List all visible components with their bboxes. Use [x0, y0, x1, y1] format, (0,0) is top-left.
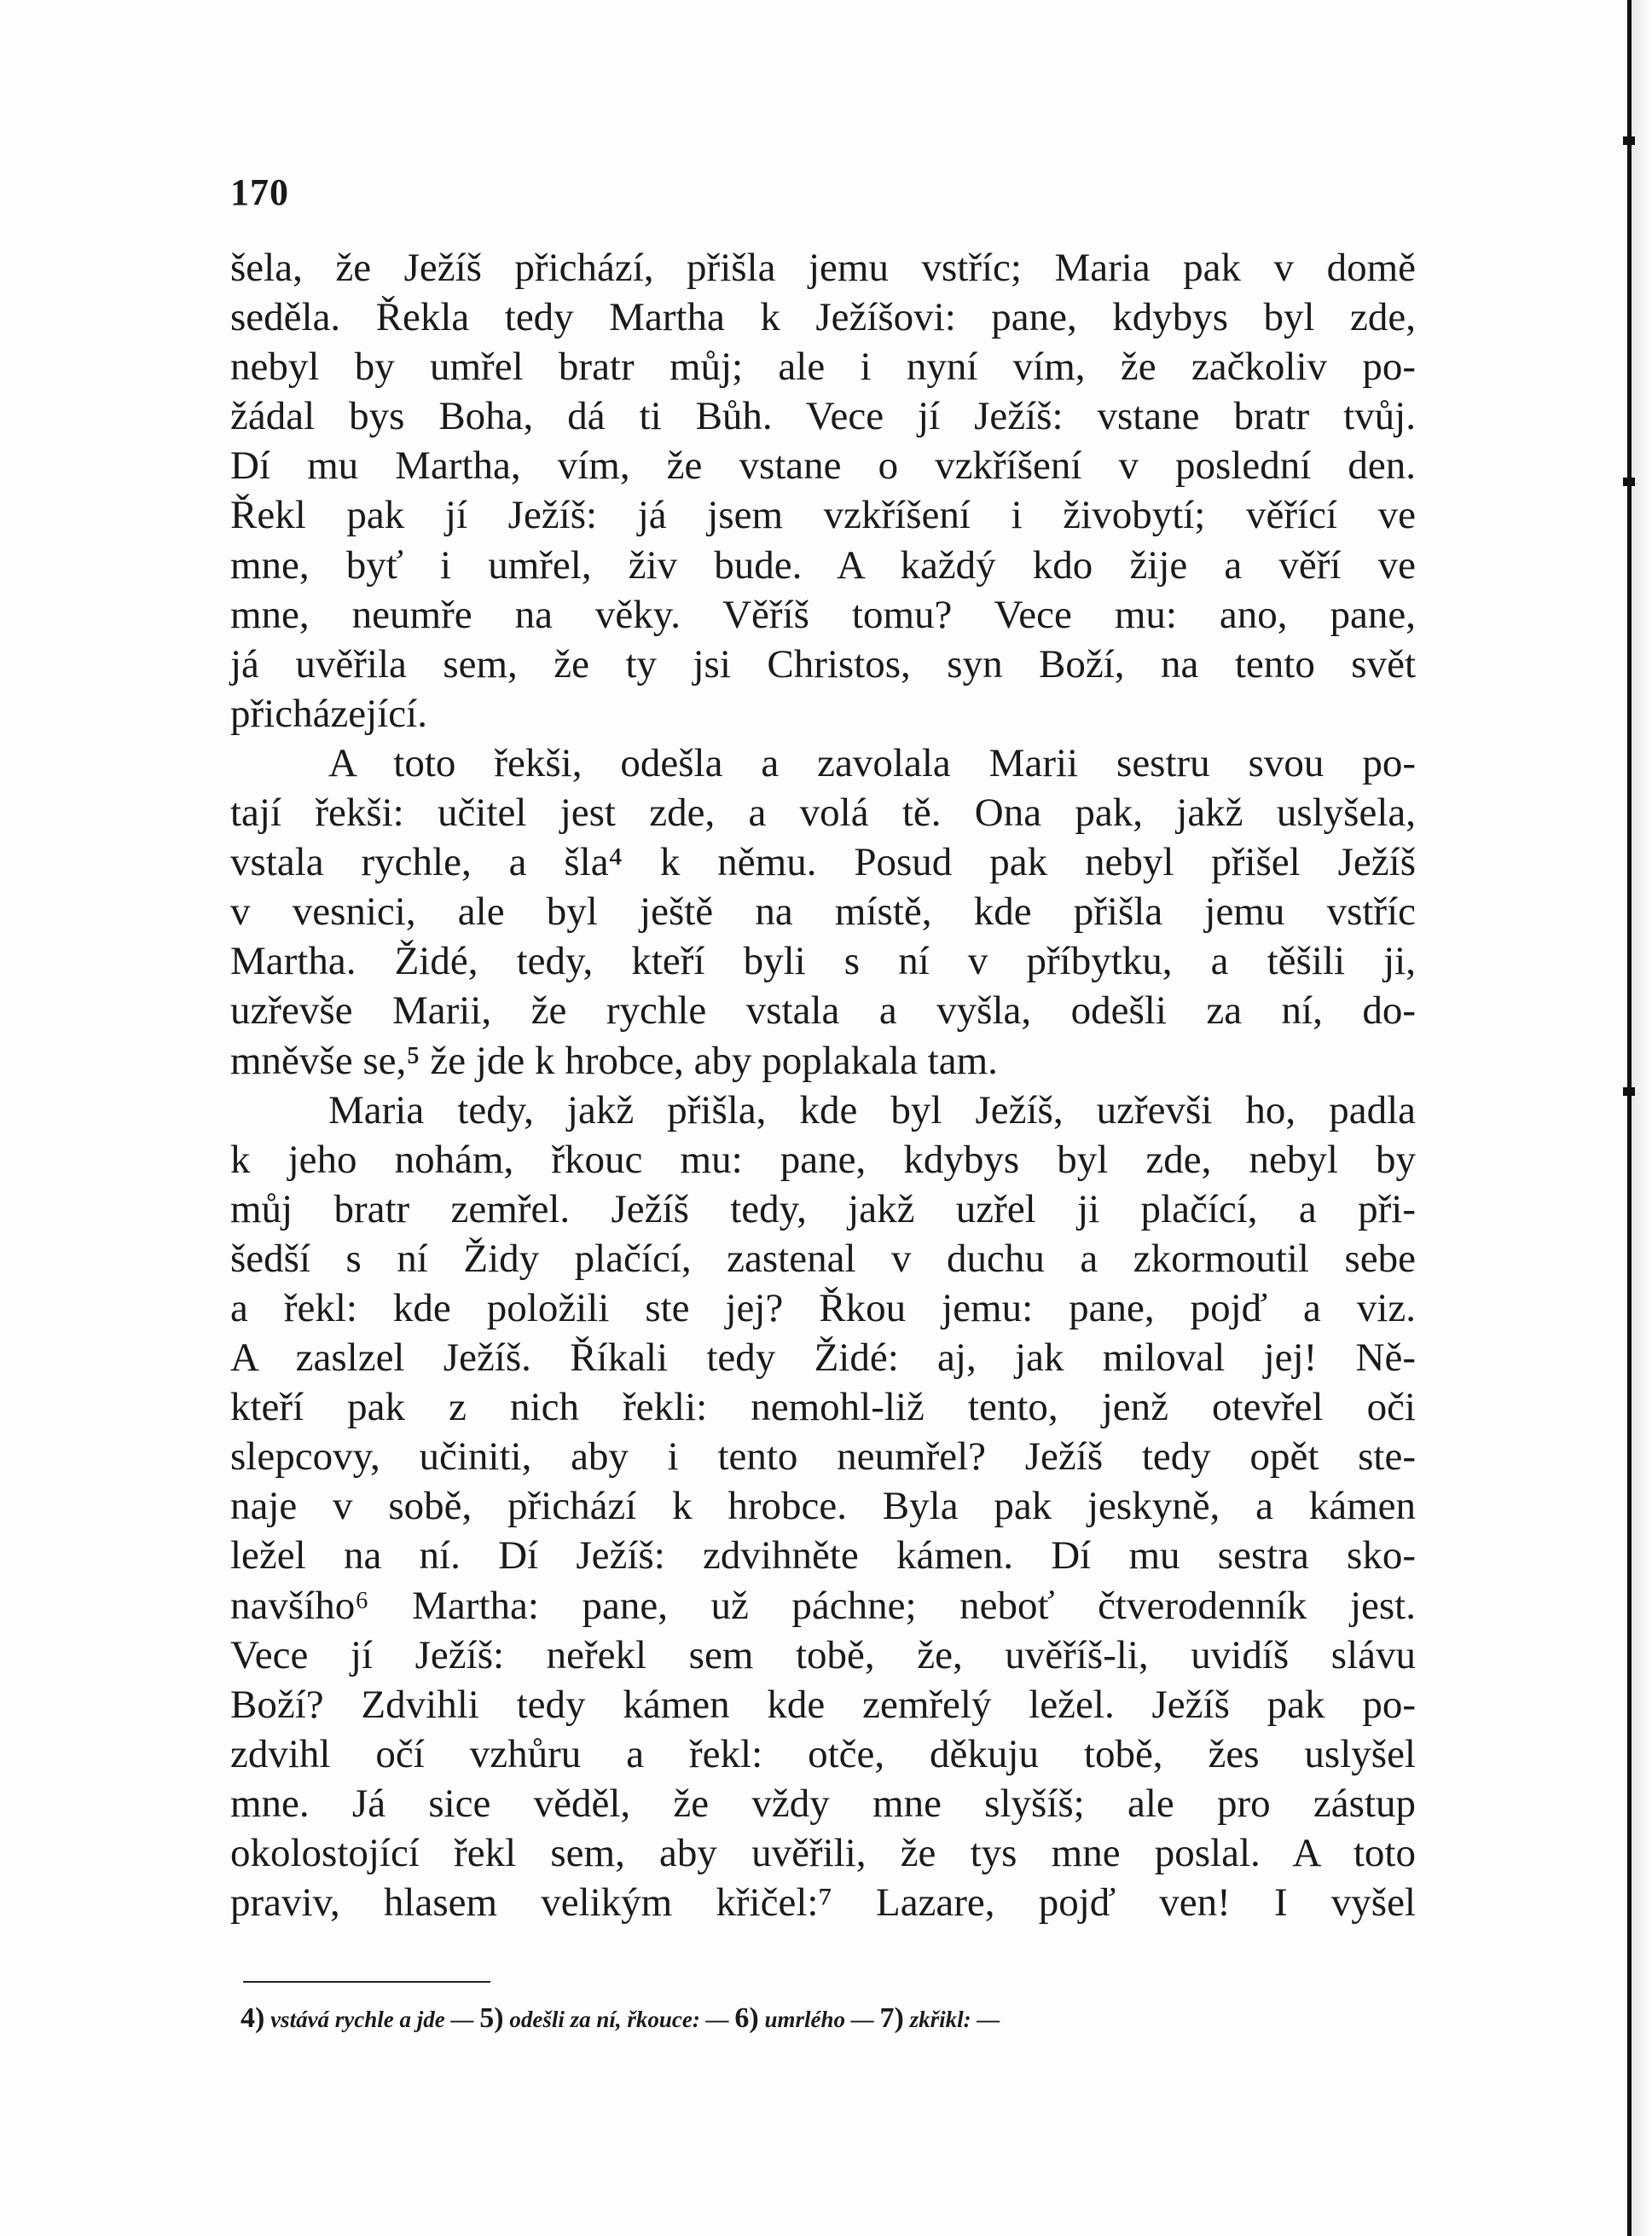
footnote-text: odešli za ní, řkouce: —: [509, 2007, 729, 2032]
text-line: slepcovy, učiniti, aby i tento neumřel? Ježíš tedy opět ste-: [230, 1434, 1416, 1480]
edge-mark: [1623, 136, 1635, 145]
text-line: mněvše se,⁵ že jde k hrobce, aby poplakala tam.: [230, 1038, 998, 1083]
text-line: Dí mu Martha, vím, že vstane o vzkříšení v poslední den.: [230, 443, 1416, 489]
text-line: Boží? Zdvihli tedy kámen kde zemřelý ležel. Ježíš pak po-: [230, 1682, 1416, 1727]
text-line: A zaslzel Ježíš. Říkali tedy Židé: aj, jak miloval jej! Ně-: [230, 1335, 1416, 1381]
text-line: A toto řekši, odešla a zavolala Marii sestru svou po-: [328, 740, 1416, 785]
text-line: Řekl pak jí Ježíš: já jsem vzkříšení i živobytí; věřící ve: [230, 493, 1416, 538]
footnote-number: 4): [241, 2002, 265, 2034]
text-line: k jeho nohám, řkouc mu: pane, kdybys byl zde, nebyl by: [230, 1137, 1416, 1182]
text-line: já uvěřila sem, že ty jsi Christos, syn Boží, na tento svět: [230, 641, 1416, 686]
text-line: žádal bys Boha, dá ti Bůh. Vece jí Ježíš: vstane bratr tvůj.: [230, 394, 1416, 439]
footnote-number: 6): [734, 2002, 759, 2034]
body-text: [230, 243, 1416, 1927]
footnote-number: 5): [479, 2002, 504, 2034]
text-line: můj bratr zemřel. Ježíš tedy, jakž uzřel ji plačící, a při-: [230, 1186, 1416, 1231]
edge-mark: [1623, 478, 1635, 486]
edge-mark: [1623, 1087, 1635, 1096]
text-line: seděla. Řekla tedy Martha k Ježíšovi: pane, kdybys byl zde,: [230, 295, 1416, 340]
text-line: a řekl: kde položili ste jej? Řkou jemu: pane, pojď a viz.: [230, 1285, 1416, 1330]
text-line: uzřevše Marii, že rychle vstala a vyšla, odešli za ní, do-: [230, 988, 1416, 1034]
footnote-text: umrlého —: [764, 2007, 874, 2032]
text-line: okolostojící řekl sem, aby uvěřili, že tys mne poslal. A toto: [230, 1831, 1416, 1875]
page-number: 170: [230, 171, 289, 213]
text-line: zdvihl očí vzhůru a řekl: otče, děkuju tobě, žes uslyšel: [230, 1731, 1416, 1776]
text-line: mne, neumře na věky. Věříš tomu? Vece mu: ano, pane,: [230, 592, 1416, 637]
footnote-text: zkřikl: —: [909, 2007, 1000, 2032]
text-line: šela, že Ježíš přichází, přišla jemu vstříc; Maria pak v domě: [230, 246, 1416, 290]
text-line: v vesnici, ale byl ještě na místě, kde přišla jemu vstříc: [230, 889, 1416, 935]
text-line: Vece jí Ježíš: neřekl sem tobě, že, uvěříš-li, uvidíš slávu: [230, 1632, 1416, 1677]
text-line: ležel na ní. Dí Ježíš: zdvihněte kámen. Dí mu sestra sko-: [230, 1533, 1416, 1579]
page-edge-shadow: [1632, 0, 1652, 2236]
text-line: navšího⁶ Martha: pane, už páchne; neboť čtverodenník jest.: [230, 1583, 1416, 1628]
footnote-divider: [243, 1981, 490, 1983]
text-line: vstala rychle, a šla⁴ k němu. Posud pak nebyl přišel Ježíš: [230, 840, 1416, 885]
text-line: mne, byť i umřel, živ bude. A každý kdo žije a věří ve: [230, 542, 1416, 588]
text-line: nebyl by umřel bratr můj; ale i nyní vím, že začkoliv po-: [230, 345, 1416, 390]
footnotes: [241, 2002, 1417, 2035]
text-line: kteří pak z nich řekli: nemohl-liž tento, jenž otevřel oči: [230, 1385, 1416, 1430]
text-line: praviv, hlasem velikým křičel:⁷ Lazare, pojď ven! I vyšel: [230, 1880, 1416, 1926]
text-line: šedší s ní Židy plačící, zastenal v duchu a zkormoutil sebe: [230, 1236, 1416, 1281]
text-line: Maria tedy, jakž přišla, kde byl Ježíš, uzřevši ho, padla: [328, 1087, 1416, 1132]
footnote-text: vstává rychle a jde —: [270, 2007, 474, 2032]
text-line: tají řekši: učitel jest zde, a volá tě. Ona pak, jakž uslyšela,: [230, 791, 1416, 836]
text-line: Martha. Židé, tedy, kteří byli s ní v příbytku, a těšili ji,: [230, 939, 1416, 984]
text-line: přicházející.: [230, 691, 427, 736]
text-line: naje v sobě, přichází k hrobce. Byla pak jeskyně, a kámen: [230, 1484, 1416, 1529]
text-line: mne. Já sice věděl, že vždy mne slyšíš; ale pro zástup: [230, 1781, 1416, 1826]
footnote-number: 7): [879, 2002, 904, 2034]
